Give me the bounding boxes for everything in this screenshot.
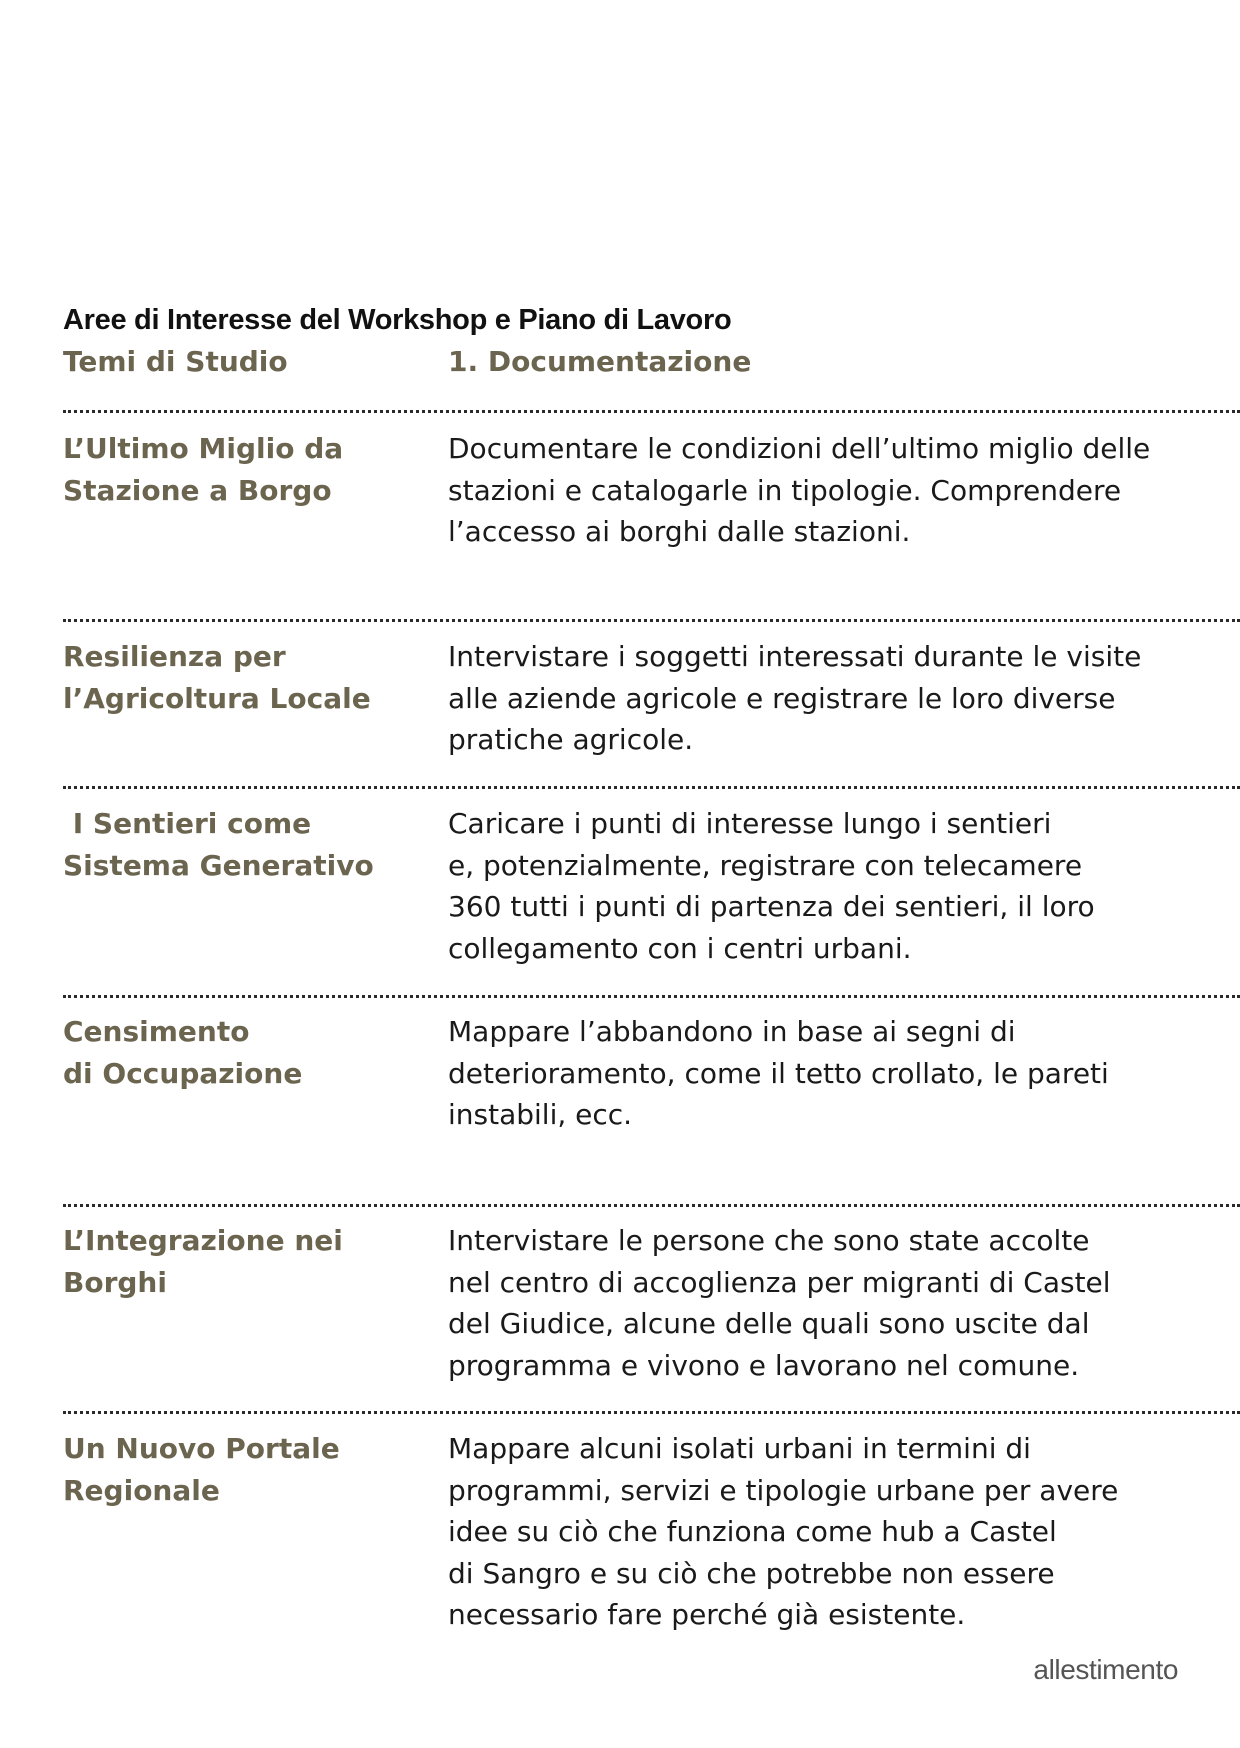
description-line: instabili, ecc.	[448, 1098, 633, 1131]
description-line: necessario fare perché già esistente.	[448, 1598, 966, 1631]
footer-label: allestimento	[1033, 1654, 1178, 1685]
description-line: deterioramento, come il tetto crollato, le pareti	[448, 1056, 1109, 1090]
topic-line: Regionale	[63, 1473, 220, 1507]
row-description	[448, 1428, 1208, 1636]
description-line: 360 tutti i punti di partenza dei sentieri, il loro	[448, 890, 1095, 923]
row-description	[448, 1220, 1208, 1386]
topic-line: Stazione a Borgo	[63, 473, 332, 507]
description-line: Mappare l’abbandono in base ai segni di	[448, 1015, 1016, 1048]
topic-line: L’Integrazione nei	[63, 1224, 343, 1257]
description-line: Intervistare le persone che sono state accolte	[448, 1224, 1090, 1257]
description-line: pratiche agricole.	[448, 723, 694, 756]
row-description	[448, 803, 1208, 969]
description-line: di Sangro e su ciò che potrebbe non essere	[448, 1556, 1055, 1590]
column-header-topics: Temi di Studio	[63, 345, 288, 378]
row-topic	[63, 803, 433, 886]
description-line: nel centro di accoglienza per migranti di Castel	[448, 1265, 1111, 1299]
divider	[63, 1411, 1240, 1414]
topic-line: l’Agricoltura Locale	[63, 681, 371, 715]
row-topic	[63, 636, 433, 719]
topic-line: Censimento	[63, 1015, 250, 1048]
description-line: programma e vivono e lavorano nel comune.	[448, 1348, 1080, 1382]
row-topic	[63, 1428, 433, 1511]
description-line: Documentare le condizioni dell’ultimo miglio delle	[448, 432, 1151, 465]
row-description	[448, 1011, 1208, 1136]
row-topic	[63, 1011, 433, 1094]
description-line: Intervistare i soggetti interessati durante le visite	[448, 640, 1142, 673]
divider	[63, 786, 1240, 789]
description-line: collegamento con i centri urbani.	[448, 931, 912, 965]
divider	[63, 1204, 1240, 1207]
topic-line: Un Nuovo Portale	[63, 1432, 340, 1465]
page-title: Aree di Interesse del Workshop e Piano di Lavoro	[63, 304, 732, 336]
row-topic	[63, 428, 433, 511]
description-line: idee su ciò che funziona come hub a Castel	[448, 1515, 1057, 1548]
topic-line: I Sentieri come	[63, 807, 312, 840]
column-header-documentation: 1. Documentazione	[448, 345, 752, 378]
topic-line: L’Ultimo Miglio da	[63, 432, 344, 465]
topic-line: Sistema Generativo	[63, 848, 374, 882]
description-line: Mappare alcuni isolati urbani in termini di	[448, 1432, 1031, 1465]
description-line: programmi, servizi e tipologie urbane per avere	[448, 1473, 1119, 1507]
row-description	[448, 636, 1208, 761]
topic-line: Borghi	[63, 1265, 167, 1299]
description-line: Caricare i punti di interesse lungo i sentieri	[448, 807, 1052, 840]
description-line: alle aziende agricole e registrare le loro diverse	[448, 681, 1116, 715]
description-line: l’accesso ai borghi dalle stazioni.	[448, 515, 911, 548]
divider	[63, 995, 1240, 998]
row-description	[448, 428, 1208, 553]
divider	[63, 619, 1240, 622]
row-topic	[63, 1220, 433, 1303]
topic-line: Resilienza per	[63, 640, 286, 673]
description-line: stazioni e catalogarle in tipologie. Comprendere	[448, 473, 1122, 507]
description-line: del Giudice, alcune delle quali sono uscite dal	[448, 1307, 1090, 1340]
divider	[63, 410, 1240, 413]
topic-line: di Occupazione	[63, 1056, 303, 1090]
description-line: e, potenzialmente, registrare con telecamere	[448, 848, 1083, 882]
